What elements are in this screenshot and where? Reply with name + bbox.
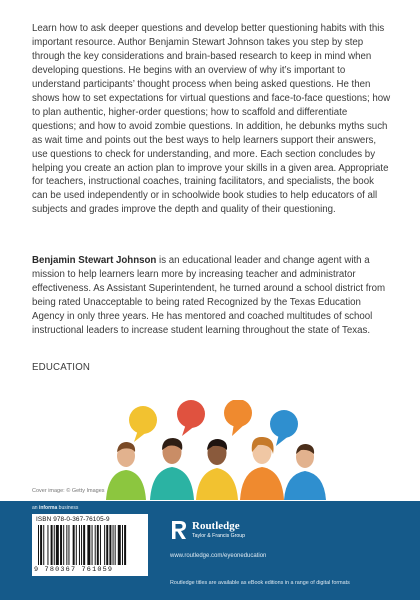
person-2 bbox=[150, 438, 194, 500]
person-1 bbox=[106, 442, 146, 500]
author-bio-text: is an educational leader and change agent with a mission to help learners learn more by increasing teacher and administrator effectiveness. As Assistant Superintendent, he turned around a school district from being rated Unacceptable to being rated Recognized by the Texas Education Agency in only three years. He has mentored and coached multitudes of school instructional leaders to increase student learning throughout the state of Texas. bbox=[32, 255, 386, 336]
informa-suffix: business bbox=[57, 505, 79, 511]
ebook-availability-note: Routledge titles are available as eBook editions in a range of digital formats bbox=[170, 580, 350, 586]
book-description: Learn how to ask deeper questions and develop better questioning habits with this important resource. Author Benjamin Stewart Johnson takes you step by step through the key considerations and brain-based research to keep in mind when developing questions. He begins with an overview of why it’s important to understand participants’ thought process when being asked questions. He then shows how to set expectations for virtual questions and face-to-face questions; how to plan authentic, higher-order questions; how to scaffold and differentiate questions; and how to avoid zombie questions. In addition, he debunks myths such as wait time and points out the best ways to help learners support their answers, use questions to check for understanding, and more. Each section concludes by helping you create an action plan to improve your skills in a given area. Appropriate for teachers, instructional coaches, training facilitators, and specialists, the book can be used independently or in schoolwide book studies to help educators of all subjects and grades improve the depth and quality of their questioning. bbox=[32, 23, 391, 216]
speech-bubble-yellow bbox=[129, 406, 157, 442]
speech-bubble-orange bbox=[224, 400, 252, 436]
publisher-name: Routledge bbox=[192, 520, 240, 532]
speech-bubble-blue bbox=[270, 410, 298, 446]
speech-bubble-red bbox=[177, 400, 205, 436]
publisher-url: www.routledge.com/eyeoneducation bbox=[170, 553, 267, 559]
author-name: Benjamin Stewart Johnson bbox=[32, 255, 157, 266]
person-3 bbox=[196, 439, 238, 500]
informa-business-label bbox=[32, 505, 78, 511]
informa-prefix: an bbox=[32, 505, 39, 511]
author-bio bbox=[32, 254, 392, 338]
informa-brand: informa bbox=[38, 505, 58, 511]
cover-image-credit: Cover image: © Getty Images bbox=[32, 488, 105, 494]
isbn-number: ISBN 978-0-367-76105-9 bbox=[36, 516, 110, 523]
subject-category: EDUCATION bbox=[32, 362, 91, 373]
barcode-bars bbox=[36, 525, 144, 565]
person-5 bbox=[284, 444, 326, 500]
barcode-digits: 9 780367 761059 bbox=[34, 566, 114, 574]
isbn-barcode bbox=[32, 514, 148, 576]
routledge-r-icon bbox=[170, 520, 188, 540]
people-speech-bubbles-illustration bbox=[0, 400, 420, 500]
publisher-group: Taylor & Francis Group bbox=[192, 533, 246, 539]
person-4 bbox=[240, 437, 284, 500]
